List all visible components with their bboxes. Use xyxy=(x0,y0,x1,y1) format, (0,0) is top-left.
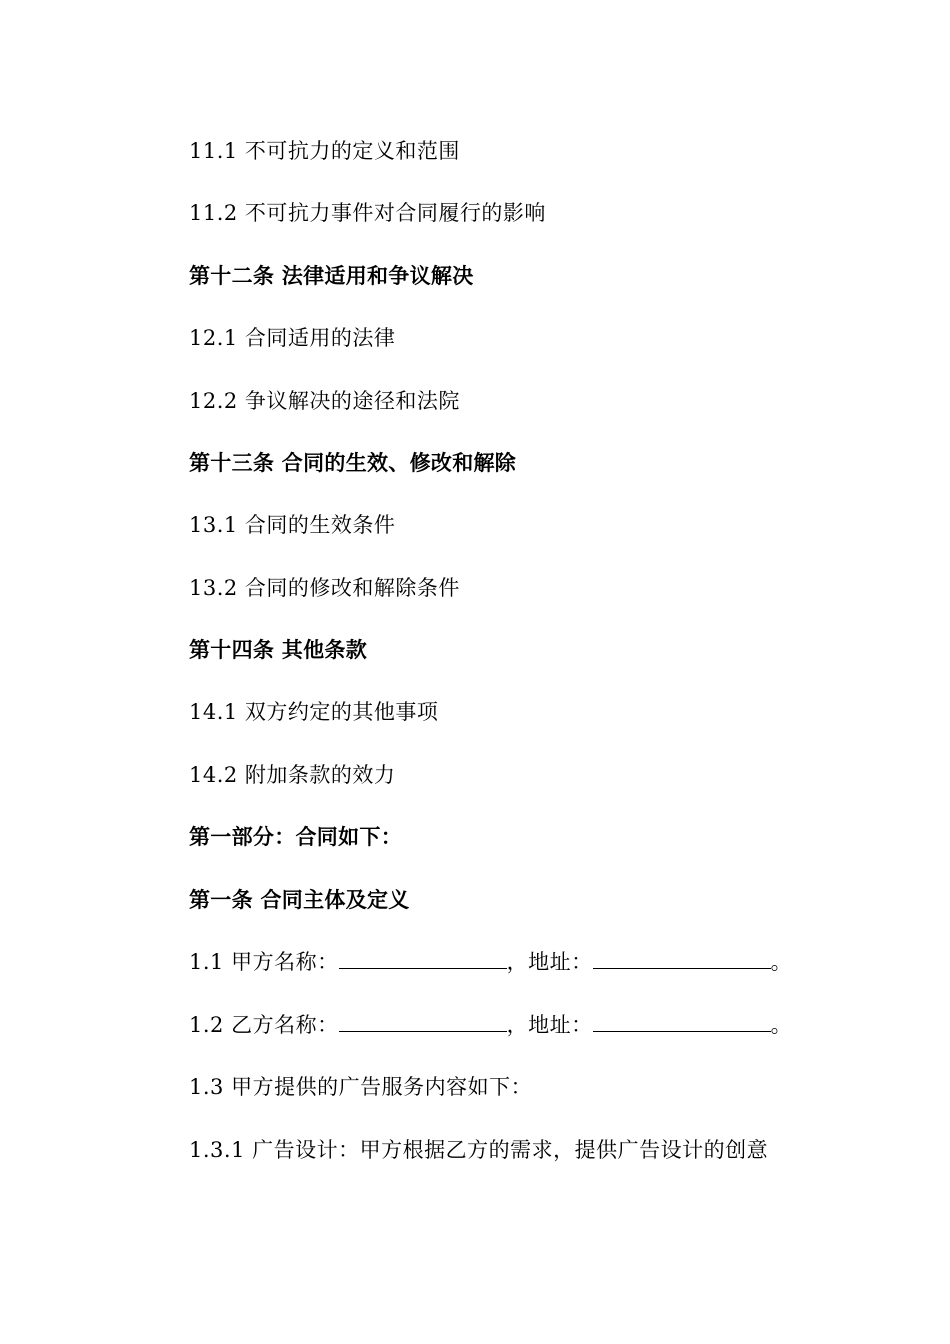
clause-1-2-party-b xyxy=(189,1011,792,1039)
article-13-heading: 第十三条 合同的生效、修改和解除 xyxy=(189,451,517,475)
party-b-address-label: ，地址： xyxy=(506,1013,593,1037)
clause-14-1: 14.1 双方约定的其他事项 xyxy=(189,700,439,724)
party-a-address-blank[interactable] xyxy=(593,948,771,969)
clause-1-1-party-a xyxy=(189,948,792,976)
clause-1-3-1: 1.3.1 广告设计：甲方根据乙方的需求，提供广告设计的创意 xyxy=(189,1138,769,1162)
article-12-heading: 第十二条 法律适用和争议解决 xyxy=(189,264,474,288)
party-a-name-blank[interactable] xyxy=(339,948,507,969)
party-a-end-mark: 。 xyxy=(770,950,793,974)
clause-12-2: 12.2 争议解决的途径和法院 xyxy=(189,389,460,413)
clause-13-2: 13.2 合同的修改和解除条件 xyxy=(189,576,460,600)
party-a-address-label: ，地址： xyxy=(506,950,593,974)
clause-11-1: 11.1 不可抗力的定义和范围 xyxy=(189,139,460,163)
party-b-address-blank[interactable] xyxy=(593,1011,771,1032)
clause-14-2: 14.2 附加条款的效力 xyxy=(189,763,396,787)
party-b-name-blank[interactable] xyxy=(339,1011,507,1032)
clause-13-1: 13.1 合同的生效条件 xyxy=(189,513,396,537)
article-1-heading: 第一条 合同主体及定义 xyxy=(189,888,410,912)
clause-1-3: 1.3 甲方提供的广告服务内容如下： xyxy=(189,1075,533,1099)
party-b-name-label: 1.2 乙方名称： xyxy=(189,1013,339,1037)
article-14-heading: 第十四条 其他条款 xyxy=(189,638,368,662)
clause-12-1: 12.1 合同适用的法律 xyxy=(189,326,396,350)
part-one-heading: 第一部分：合同如下： xyxy=(189,825,402,849)
party-a-name-label: 1.1 甲方名称： xyxy=(189,950,339,974)
clause-11-2: 11.2 不可抗力事件对合同履行的影响 xyxy=(189,201,546,225)
party-b-end-mark: 。 xyxy=(770,1013,793,1037)
